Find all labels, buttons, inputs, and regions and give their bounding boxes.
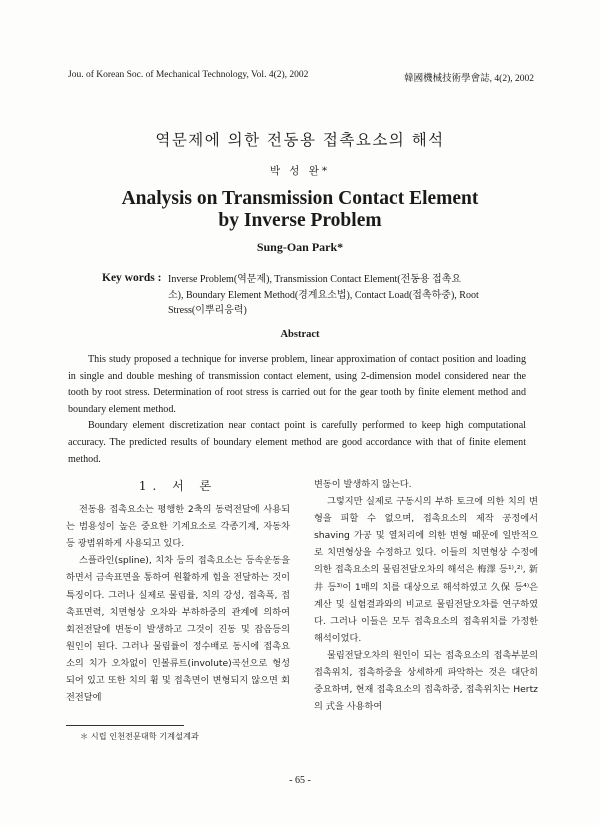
english-title: [0, 188, 600, 232]
footnote: ＊ 시립 인천전문대학 기계설계과: [80, 731, 199, 741]
page-number: - 65 -: [289, 775, 311, 786]
abstract-heading: Abstract: [280, 329, 320, 340]
body-paragraph: 그렇지만 실제로 구동시의 부하 토크에 의한 치의 변형을 피할 수 없으며, 접촉요소의 제작 공정에서 shaving 가공 및 열처리에 의한 변형 때문에 일반적으로 치면형상을 수정하고 있다. 이들의 치면형상 수정에 의한 접촉요소의 물림전달오차의 해석은 梅澤 등¹⁾,²⁾, 新井 등³⁾이 1매의 치를 대상으로 해석하였고 久保 등⁴⁾은 계산 및 실험결과와의 비교로 물림전달오차를 연구하였다. 그러나 이들은 모두 접촉요소의 접촉위치를 가정한 해석이었다.: [314, 496, 538, 644]
abstract-paragraph-1: This study proposed a technique for inverse problem, linear approximation of contact position and loading in single and double meshing of transmission contact element, using 2-dimension model considered near the tooth by root stress. Determination of root stress is carried out for the gear tooth by finite element method and boundary element method.: [68, 354, 526, 415]
body-column-right: [314, 476, 538, 715]
english-author: Sung-Oan Park*: [256, 240, 344, 254]
body-paragraph: 스플라인(spline), 치차 등의 접촉요소는 등속운동을 하면서 금속표면을 통하여 원활하게 힘을 전달하는 것이 특징이다. 그러나 실제로 물림률, 치의 강성, 접촉폭, 접촉표면력, 치면형상 오차와 부하하중의 관계에 의하여 회전전달에 변동이 발생하고 그것이 진동 및 잡음등의 원인이 된다. 그러나 물림률이 정수배로 동시에 접촉요소의 치가 오차없이 인볼류트(involute)곡선으로 형성되어 있고 또한 치의 휨 및 접촉면이 변형되지 않으면 회전전달에: [66, 555, 290, 704]
abstract-body: [68, 352, 526, 468]
section-heading: 1. 서 론: [138, 479, 218, 493]
keywords-line3: Stress(이뿌리응력): [168, 305, 247, 316]
body-column-left: [66, 476, 290, 706]
body-paragraph: 물림전달오차의 원인이 되는 접촉요소의 접촉부분의 접촉위치, 접촉하중을 상세하게 파악하는 것은 대단히 중요하며, 현재 접촉요소의 접촉하중, 접촉위치는 Hertz의 式을 사용하여: [314, 649, 538, 713]
body-paragraph: 변동이 발생하지 않는다.: [314, 479, 412, 490]
keywords-line2: 소), Boundary Element Method(경계요소법), Contact Load(접촉하중), Root: [168, 289, 479, 301]
running-header-right: 韓國機械技術學會誌, 4(2), 2002: [404, 74, 534, 84]
english-title-line1: Analysis on Transmission Contact Element: [121, 188, 479, 209]
korean-title: 역문제에 의한 전동용 접촉요소의 해석: [155, 131, 445, 149]
abstract-paragraph-2: Boundary element discretization near contact point is carefully performed to keep high computational accuracy. The predicted results of boundary element method are good accordance with that of finite element method.: [68, 420, 526, 465]
keywords-label: Key words :: [102, 272, 162, 284]
english-title-line2: by Inverse Problem: [218, 210, 382, 231]
korean-author: 박 성 완*: [269, 165, 331, 177]
keywords-text: [168, 272, 528, 319]
keywords-line1: Inverse Problem(역문제), Transmission Contact Element(전동용 접촉요: [168, 274, 462, 285]
body-paragraph: 전동용 접촉요소는 평행한 2축의 동력전달에 사용되는 범용성이 높은 중요한 기계요소로 각종기계, 자동차등 광범위하게 사용되고 있다.: [66, 504, 290, 550]
footnote-rule: [66, 725, 184, 726]
running-header-left: Jou. of Korean Soc. of Mechanical Technology, Vol. 4(2), 2002: [68, 70, 309, 80]
